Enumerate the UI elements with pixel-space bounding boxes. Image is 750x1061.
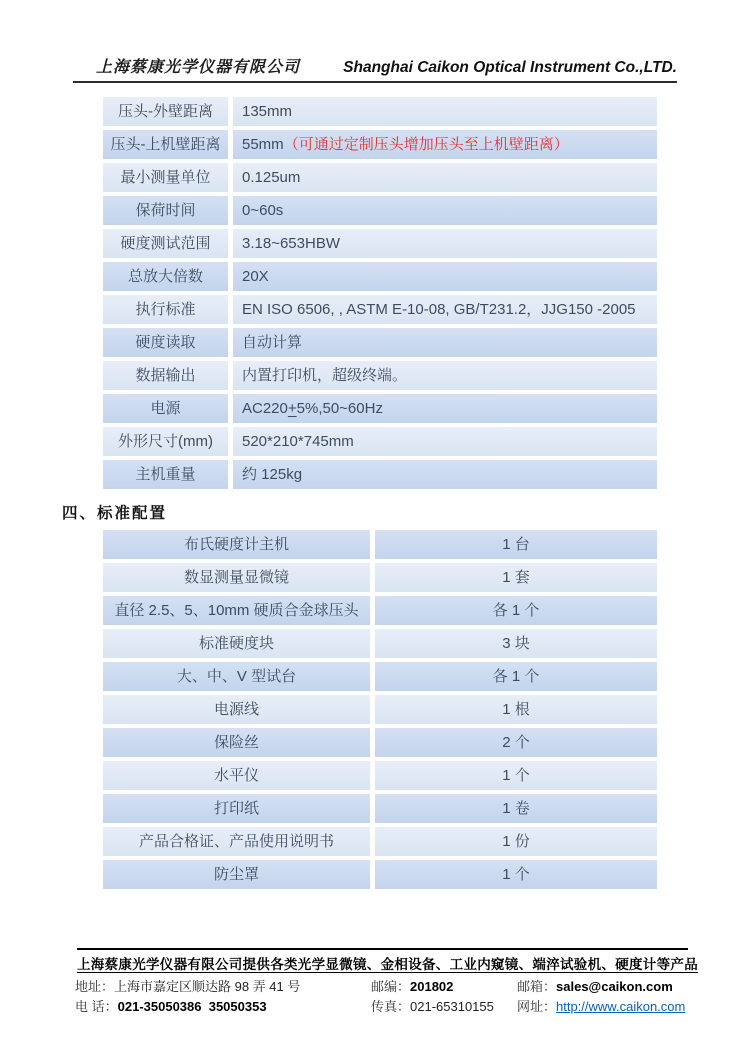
config-item: 数显测量显微镜 bbox=[103, 563, 370, 592]
document-header bbox=[73, 0, 677, 77]
header-divider bbox=[73, 81, 677, 83]
config-table bbox=[103, 530, 657, 889]
config-qty: 1 个 bbox=[375, 761, 657, 790]
spec-label: 主机重量 bbox=[103, 460, 228, 489]
config-item: 电源线 bbox=[103, 695, 370, 724]
address-line bbox=[75, 977, 371, 997]
spec-value: 135mm bbox=[233, 97, 657, 126]
config-item: 产品合格证、产品使用说明书 bbox=[103, 827, 370, 856]
config-qty: 1 根 bbox=[375, 695, 657, 724]
table-row bbox=[103, 394, 657, 423]
config-item: 布氏硬度计主机 bbox=[103, 530, 370, 559]
postcode-value: 201802 bbox=[410, 979, 454, 994]
spec-label: 执行标准 bbox=[103, 295, 228, 324]
spec-value: EN ISO 6506, , ASTM E-10-08, GB/T231.2，JJG150 -2005 bbox=[233, 295, 657, 324]
phone-line bbox=[75, 997, 371, 1017]
table-row bbox=[103, 794, 657, 823]
website-link[interactable]: http://www.caikon.com bbox=[556, 999, 686, 1014]
spec-table bbox=[103, 97, 657, 489]
table-row bbox=[103, 163, 657, 192]
spec-value bbox=[233, 130, 657, 159]
config-item: 水平仪 bbox=[103, 761, 370, 790]
config-qty: 各 1 个 bbox=[375, 662, 657, 691]
config-qty: 1 套 bbox=[375, 563, 657, 592]
power-value-suffix: 5%,50~60Hz bbox=[296, 400, 383, 417]
table-row bbox=[103, 97, 657, 126]
spec-value: 0~60s bbox=[233, 196, 657, 225]
spec-label: 硬度读取 bbox=[103, 328, 228, 357]
phone-value: 021-35050386 35050353 bbox=[117, 999, 267, 1014]
email-label: 邮箱： bbox=[517, 979, 557, 994]
table-row bbox=[103, 130, 657, 159]
config-item: 大、中、V 型试台 bbox=[103, 662, 370, 691]
config-qty: 1 个 bbox=[375, 860, 657, 889]
table-row bbox=[103, 695, 657, 724]
spec-value bbox=[233, 394, 657, 423]
spec-value: 520*210*745mm bbox=[233, 427, 657, 456]
website-line bbox=[517, 997, 688, 1017]
table-row bbox=[103, 827, 657, 856]
spec-label: 总放大倍数 bbox=[103, 262, 228, 291]
spec-value: 自动计算 bbox=[233, 328, 657, 357]
config-qty: 1 份 bbox=[375, 827, 657, 856]
footer-tagline: 上海蔡康光学仪器有限公司提供各类光学显微镜、金相设备、工业内窥镜、端淬试验机、硬度计等产品 bbox=[77, 948, 688, 973]
company-name-en: Shanghai Caikon Optical Instrument Co.,LTD. bbox=[343, 59, 677, 76]
company-name-cn: 上海蔡康光学仪器有限公司 bbox=[96, 59, 301, 76]
fax-label: 传真： bbox=[371, 999, 411, 1014]
spec-label: 外形尺寸(mm) bbox=[103, 427, 228, 456]
spec-label: 压头-外壁距离 bbox=[103, 97, 228, 126]
table-row bbox=[103, 427, 657, 456]
table-row bbox=[103, 563, 657, 592]
table-row bbox=[103, 761, 657, 790]
spec-label: 电源 bbox=[103, 394, 228, 423]
table-row bbox=[103, 295, 657, 324]
fax-value: 021-65310155 bbox=[410, 999, 494, 1014]
spec-value-note-red: （可通过定制压头增加压头至上机壁距离） bbox=[283, 136, 569, 153]
section-heading: 四、标准配置 bbox=[62, 505, 168, 522]
table-row bbox=[103, 662, 657, 691]
config-item: 防尘罩 bbox=[103, 860, 370, 889]
spec-label: 压头-上机壁距离 bbox=[103, 130, 228, 159]
config-qty: 各 1 个 bbox=[375, 596, 657, 625]
spec-value-text: 55mm bbox=[242, 136, 284, 153]
page-footer bbox=[75, 948, 698, 1017]
spec-label: 硬度测试范围 bbox=[103, 229, 228, 258]
postcode-label: 邮编： bbox=[371, 979, 411, 994]
table-row bbox=[103, 596, 657, 625]
table-row bbox=[103, 229, 657, 258]
config-item: 直径 2.5、5、10mm 硬质合金球压头 bbox=[103, 596, 370, 625]
table-row bbox=[103, 860, 657, 889]
config-item: 标准硬度块 bbox=[103, 629, 370, 658]
plus-minus-sign: + bbox=[287, 400, 297, 417]
email-value: sales@caikon.com bbox=[556, 979, 673, 994]
fax-line bbox=[371, 997, 517, 1017]
config-qty: 1 台 bbox=[375, 530, 657, 559]
spec-value: 0.125um bbox=[233, 163, 657, 192]
spec-label: 最小测量单位 bbox=[103, 163, 228, 192]
email-line bbox=[517, 977, 688, 997]
spec-value: 3.18~653HBW bbox=[233, 229, 657, 258]
spec-label: 数据输出 bbox=[103, 361, 228, 390]
phone-label: 电 话： bbox=[75, 999, 118, 1014]
table-row bbox=[103, 361, 657, 390]
postcode-line bbox=[371, 977, 517, 997]
table-row bbox=[103, 328, 657, 357]
footer-contacts bbox=[75, 977, 688, 1017]
table-row bbox=[103, 196, 657, 225]
spec-value: 约 125kg bbox=[233, 460, 657, 489]
table-row bbox=[103, 530, 657, 559]
table-row bbox=[103, 460, 657, 489]
spec-value: 内置打印机，超级终端。 bbox=[233, 361, 657, 390]
address-label: 地址： bbox=[75, 979, 115, 994]
spec-label: 保荷时间 bbox=[103, 196, 228, 225]
config-item: 保险丝 bbox=[103, 728, 370, 757]
spec-value: 20X bbox=[233, 262, 657, 291]
config-item: 打印纸 bbox=[103, 794, 370, 823]
address-value: 上海市嘉定区顺达路 98 弄 41 号 bbox=[114, 979, 301, 994]
website-label: 网址： bbox=[517, 999, 557, 1014]
power-value-prefix: AC220 bbox=[242, 400, 288, 417]
config-qty: 3 块 bbox=[375, 629, 657, 658]
table-row bbox=[103, 629, 657, 658]
table-row bbox=[103, 262, 657, 291]
config-qty: 1 卷 bbox=[375, 794, 657, 823]
config-qty: 2 个 bbox=[375, 728, 657, 757]
table-row bbox=[103, 728, 657, 757]
